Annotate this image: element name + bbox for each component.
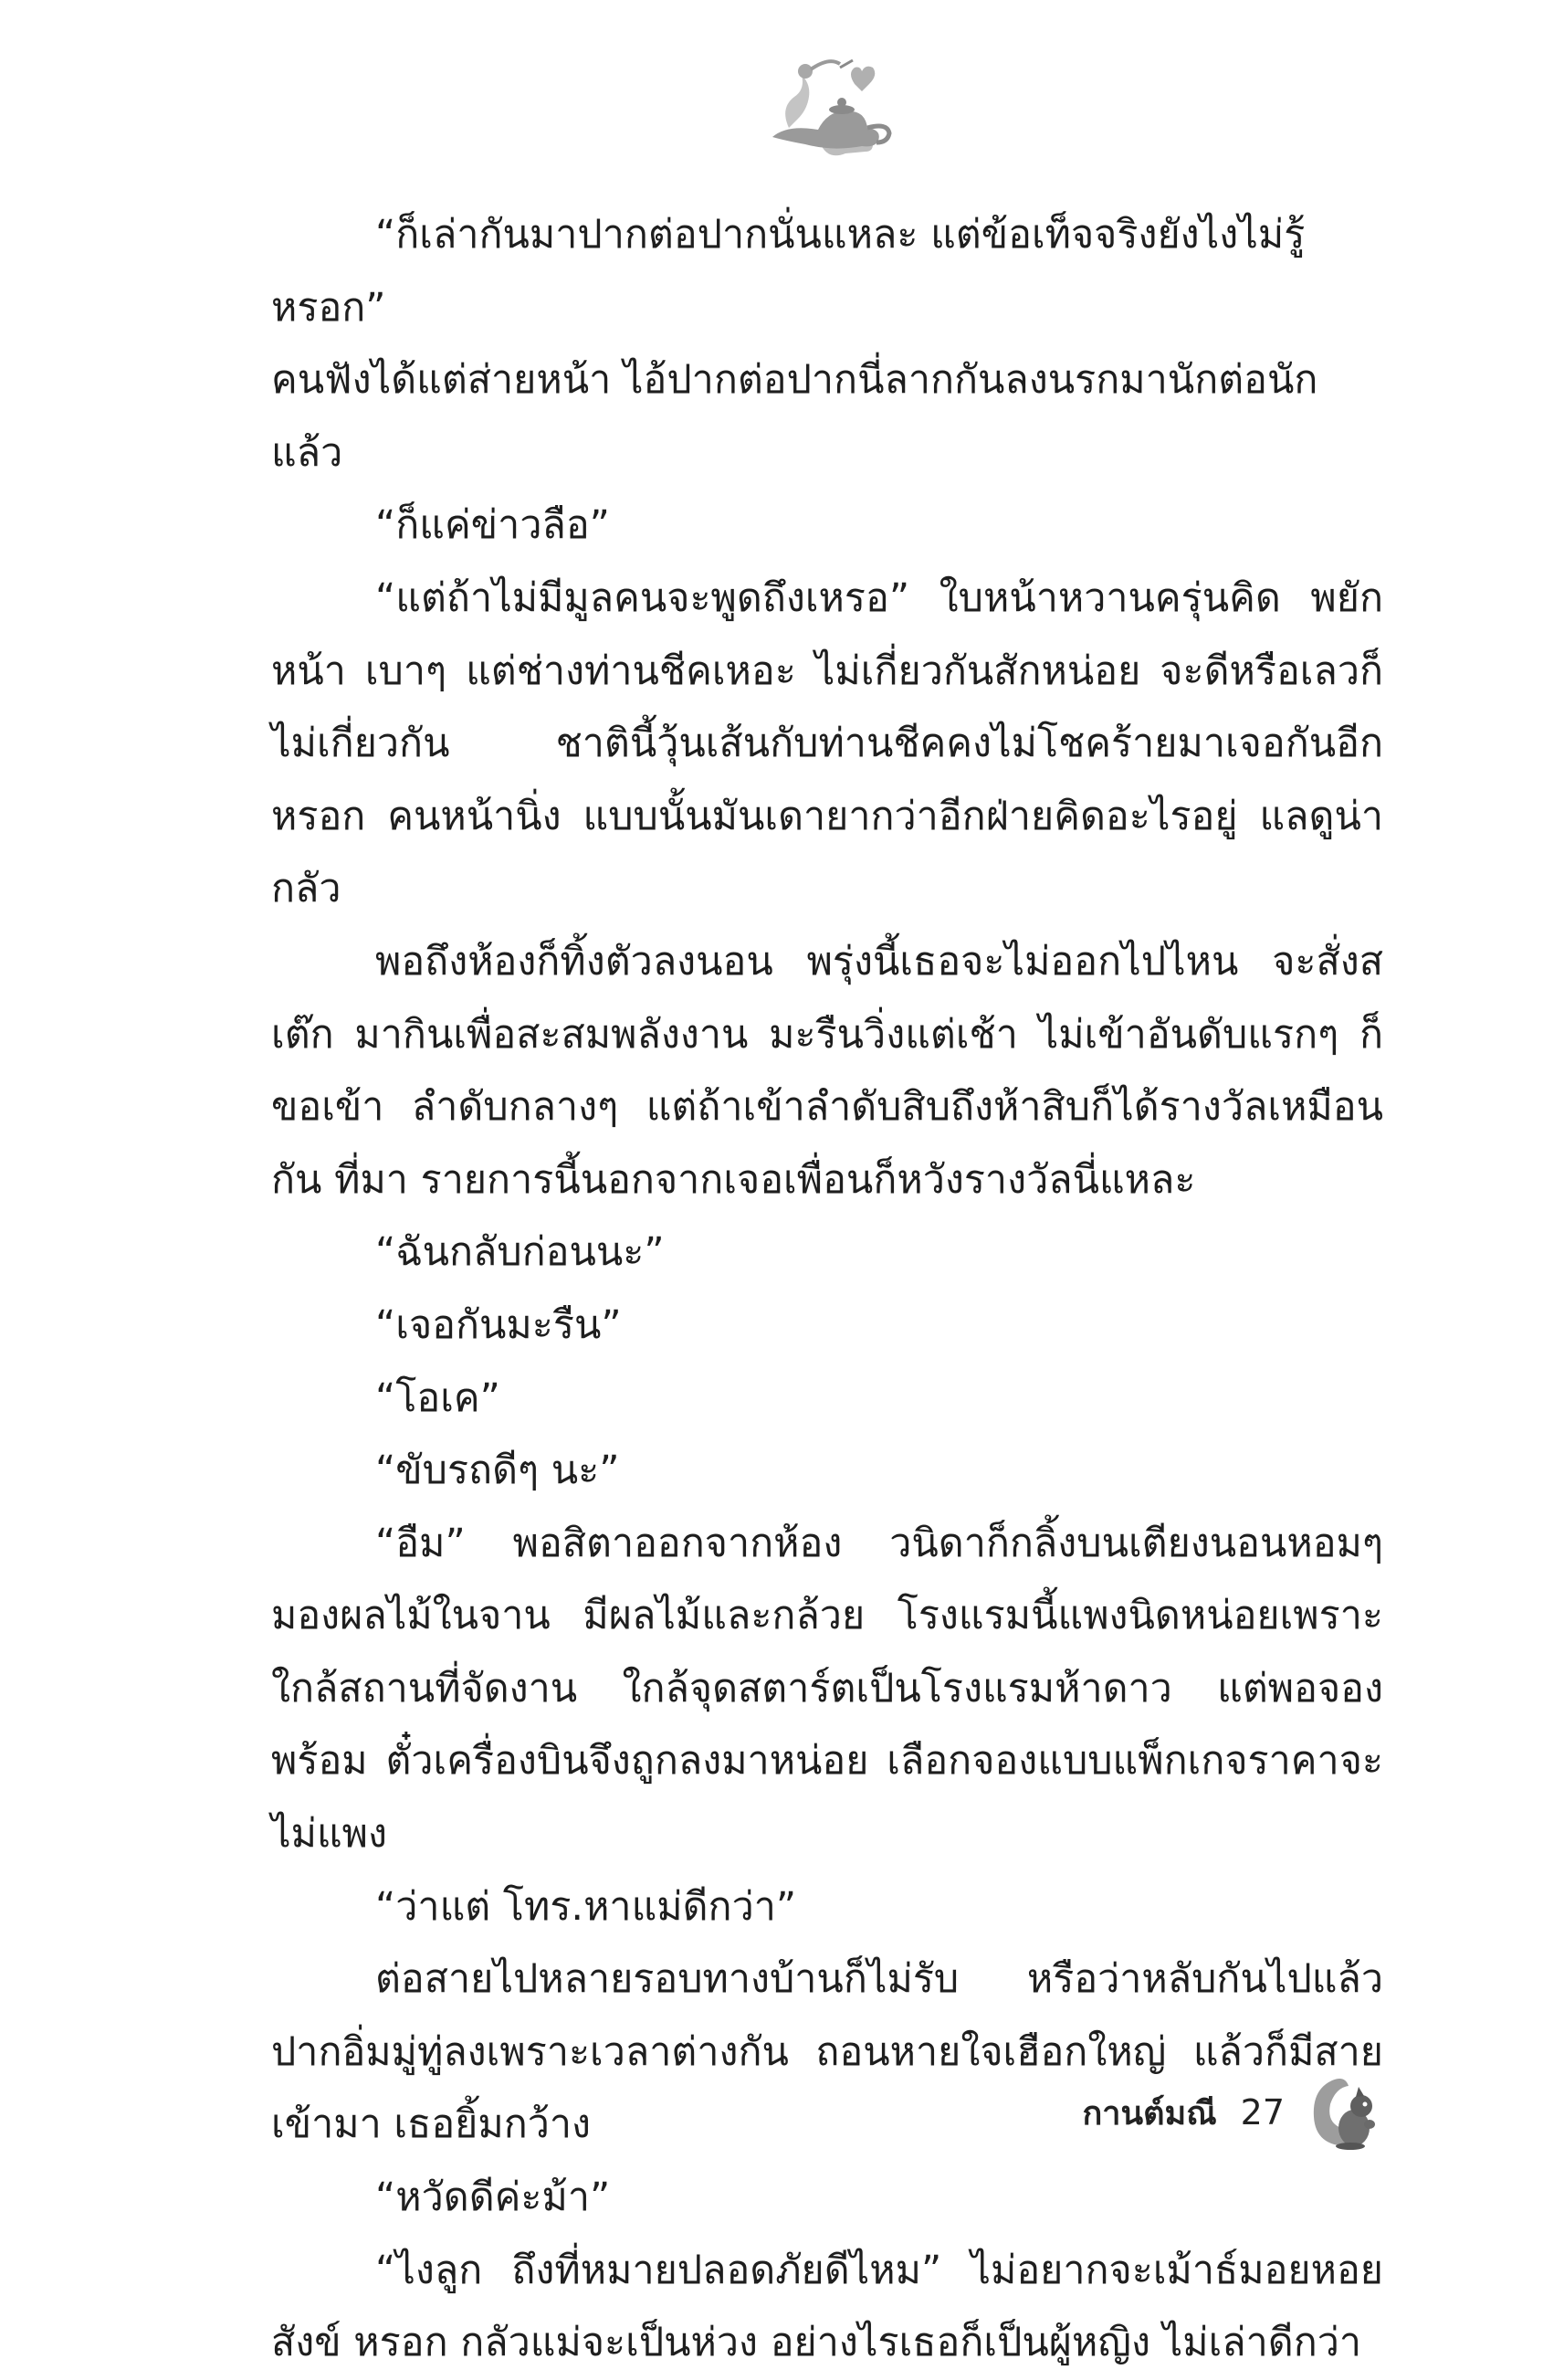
- paragraph: พอถึงห้องก็ทิ้งตัวลงนอน พรุ่งนี้เธอจะไม่ออกไปไหน จะสั่งสเต๊ก มากินเพื่อสะสมพลังงาน มะรืนวิ่งแต่เช้า ไม่เข้าอันดับแรกๆ ก็ขอเข้า ลำดับกลางๆ แต่ถ้าเข้าลำดับสิบถึงห้าสิบก็ได้รางวัลเหมือนกัน ที่มา รายการนี้นอกจากเจอเพื่อนก็หวังรางวัลนี่แหละ: [271, 938, 1383, 1203]
- paragraph: “ว่าแต่ โทร.หาแม่ดีกว่า”: [375, 1883, 797, 1930]
- paragraph: “หวัดดีค่ะม้า”: [375, 2175, 611, 2221]
- paragraph: “ก็เล่ากันมาปากต่อปากนั่นแหละ แต่ข้อเท็จจริงยังไงไม่รู้หรอก”: [271, 212, 1306, 331]
- paragraph: “ฉันกลับก่อนนะ”: [375, 1229, 665, 1276]
- paragraph: คนฟังได้แต่ส่ายหน้า ไอ้ปากต่อปากนี่ลากกันลงนรกมานักต่อนักแล้ว: [271, 357, 1318, 476]
- page-number: 27: [1240, 2092, 1285, 2133]
- paragraph: “ขับรถดีๆ นะ”: [375, 1448, 620, 1494]
- squirrel-icon: [1308, 2073, 1381, 2152]
- book-title: กานต์มณี: [1082, 2094, 1217, 2133]
- paragraph: “เจอกันมะรืน”: [375, 1301, 622, 1348]
- page-footer: [1083, 2071, 1382, 2154]
- paragraph: ต่อสายไปหลายรอบทางบ้านก็ไม่รับ หรือว่าหลับกันไปแล้ว ปากอิ่มมู่ทู่ลงเพราะเวลาต่างกัน ถอนหายใจเฮือกใหญ่ แล้วก็มีสาย เข้ามา เธอยิ้มกว้าง: [271, 1956, 1383, 2148]
- paragraph: “อืม” พอสิตาออกจากห้อง วนิดาก็กลิ้งบนเตียงนอนหอมๆ มองผลไม้ในจาน มีผลไม้และกล้วย โรงแรมนี้แพงนิดหน่อยเพราะ ใกล้สถานที่จัดงาน ใกล้จุดสตาร์ตเป็นโรงแรมห้าดาว แต่พอจองพร้อม ตั๋วเครื่องบินจึงถูกลงมาหน่อย เลือกจองแบบแพ็กเกจราคาจะไม่แพง: [271, 1520, 1383, 1858]
- lamp-fairy-icon: [745, 53, 900, 161]
- paragraph: “ไงลูก ถึงที่หมายปลอดภัยดีไหม” ไม่อยากจะเม้าธ์มอยหอยสังข์ หรอก กลัวแม่จะเป็นห่วง อย่างไรเธอก็เป็นผู้หญิง ไม่เล่าดีกว่า: [271, 2247, 1383, 2366]
- paragraph: “แต่ถ้าไม่มีมูลคนจะพูดถึงเหรอ” ใบหน้าหวานครุ่นคิด พยักหน้า เบาๆ แต่ช่างท่านชีคเหอะ ไม่เกี่ยวกันสักหน่อย จะดีหรือเลวก็ไม่เกี่ยวกัน ชาตินี้วุ้นเส้นกับท่านชีคคงไม่โชคร้ายมาเจอกันอีกหรอก คนหน้านิ่ง แบบนั้นมันเดายากว่าอีกฝ่ายคิดอะไรอยู่ แลดูน่ากลัว: [271, 574, 1383, 912]
- paragraph: “ก็แค่ข่าวลือ”: [375, 502, 610, 549]
- paragraph: “โอเค”: [375, 1374, 500, 1421]
- page-body: [271, 199, 1383, 2380]
